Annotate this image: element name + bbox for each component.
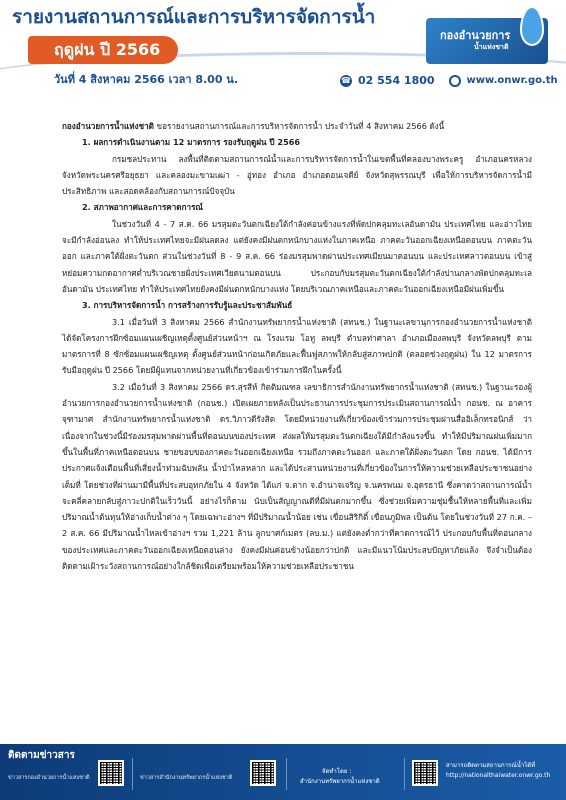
section-3-2-paragraph: 3.2 เมื่อวันที่ 3 สิงหาคม 2566 ดร.สุรสีห์ กิตติมณฑล เลขาธิการสำนักงานทรัพยากรน้ำแห่งชาติ (สทนช.) ในฐานะรองผู้อำนวยการกองอำนวยการน้ำแห่งชาติ (กอนช.) เปิดเผยภายหลังเป็นประธานการประชุมการประเมินสถานการณ์น้ำ กอนช. ณ อาคารจุฑามาศ สำนักงานทรัพยากรน้ำแห่งชาติ ดร.วิภาวดีรังสิต โดยมีหน่วยงานที่เกี่ยวข้องเข้าร่วมการประชุมผ่านสื่ออิเล็กทรอนิกส์ ว่า เนื่องจากในช่วงนี้มีร่องมรสุมพาดผ่านพื้นที่ตอนบนของประเทศ ส่งผลให้มรสุมตะวันตกเฉียงใต้มีกำลังแรงขึ้น ทำให้มีปริมาณฝนเพิ่มมากขึ้นในพื้นที่ภาคเหนือตอนบน ชายขอบของภาคตะวันออกเฉียงเหนือ รวมถึงภาคตะวันออก และภาคใต้ฝั่งตะวันตก โดย กอนช. ได้มีการประกาศแจ้งเตือนพื้นที่เสี่ยงน้ำท่วมฉับพลัน น้ำป่าไหลหลาก และได้ประสานหน่วยงานที่เกี่ยวข้องในการให้ความช่วยเหลือประชาชนอย่างเต็มที่ โดยช่วงที่ผ่านมามีพื้นที่ประสบอุทกภัยใน 4 จังหวัด ได้แก่ จ.ตาก จ.อำนาจเจริญ จ.นครพนม จ.อุดรธานี ซึ่งคาดว่าสถานการณ์น้ำจะคลี่คลายกลับสู่ภาวะปกติในเร็ววันนี้ อย่างไรก็ตาม นับเป็นสัญญาณดีที่มีฝนตกมากขึ้น ซึ่งช่วยเพิ่มความชุ่มชื้นให้หลายพื้นที่และเพิ่มปริมาณน้ำต้นทุนให้อ่างเก็บน้ำต่าง ๆ โดยเฉพาะอ่างฯ ที่มีปริมาณน้ำน้อย เช่น เขื่อนสิริกิติ์ เขื่อนภูมิพล เป็นต้น โดยในช่วงวันที่ 27 ก.ค. – 2 ส.ค. 66 มีปริมาณน้ำไหลเข้าอ่างฯ รวม 1,221 ล้าน ลูกบาศก์เมตร (ลบ.ม.) แต่ยังคงต่ำกว่าที่คาดการณ์ไว้ ประกอบกับพื้นที่ตอนกลางของประเทศและภาคตะวันออกเฉียงเหนือตอนล่าง ยังคงมีฝนค่อนข้างน้อยกว่าปกติ และมีแนวโน้มประสบปัญหาภัยแล้ง จึงจำเป็นต้องติดตามเฝ้าระวังสถานการณ์อย่างใกล้ชิดเพื่อเตรียมพร้อมให้ความช่วยเหลือประชาชน: [62, 381, 532, 572]
footer-divider: [404, 758, 405, 790]
season-label: ฤดูฝน ปี 2566: [54, 39, 161, 59]
qr2-caption: ข่าวสารสำนักงานทรัพยากรน้ำแห่งชาติ: [140, 775, 233, 781]
section-3-1-paragraph: 3.1 เมื่อวันที่ 3 สิงหาคม 2566 สำนักงานทรัพยากรน้ำแห่งชาติ (สทนช.) ในฐานะเลขานุการกองอำนวยการน้ำแห่งชาติ ได้จัดโครงการฝึกซ้อมแผนเผชิญเหตุตั้งศูนย์ส่วนหน้าฯ ณ โรงแรม โอทู ลพบุรี ตำบลท่าศาลา อำเภอเมืองลพบุรี จังหวัดลพบุรี ตามมาตรการที่ 8 ซักซ้อมแผนเผชิญเหตุ ตั้งศูนย์ส่วนหน้าก่อนเกิดภัยและฟื้นฟูสภาพให้กลับสู่สภาพปกติ (ตลอดช่วงฤดูฝน) ใน 12 มาตรการรับมือฤดูฝน ปี 2566 โดยมีผู้แทนจากหน่วยงานที่เกี่ยวข้องเข้าร่วมการฝึกในครั้งนี้: [62, 316, 532, 376]
phone-number[interactable]: 02 554 1800: [358, 74, 435, 87]
report-body: [62, 118, 532, 574]
water-drop-icon: [520, 6, 544, 46]
report-footer: [0, 744, 566, 800]
contact-bar: [340, 74, 558, 87]
more-info-text: สามารถติดตามสถานการณ์น้ำได้ที่: [446, 762, 536, 769]
intro-paragraph: [62, 118, 532, 134]
website-link[interactable]: www.onwr.go.th: [466, 75, 558, 86]
producer-label: จัดทำโดย :: [322, 768, 352, 775]
thaiwater-url[interactable]: http://nationalthaiwater.onwr.go.th: [446, 772, 551, 779]
producer-name: สำนักงานทรัพยากรน้ำแห่งชาติ: [300, 778, 380, 785]
report-header: [0, 0, 566, 90]
qr-code-nwc[interactable]: [98, 760, 124, 786]
onwr-logo: [426, 4, 558, 72]
section-1-paragraph: กรมชลประทาน ลงพื้นที่ติดตามสถานการณ์น้ำและการบริหารจัดการน้ำในเขตพื้นที่คลองบางพระครู อำเภอนครหลวง จังหวัดพระนครศรีอยุธยา และคลองมะขามเฒ่า - อู่ทอง อำเภอ อำเภอดอนเจดีย์ จังหวัดสุพรรณบุรี เพื่อให้การบริหารจัดการน้ำมีประสิทธิภาพ และสอดคล้องกับสถานการณ์ปัจจุบัน: [62, 153, 532, 197]
footer-divider: [286, 758, 287, 790]
follow-heading: ติดตามข่าวสาร: [8, 750, 75, 761]
section-heading-2: 2. สภาพอากาศและการคาดการณ์: [82, 202, 203, 213]
report-title: รายงานสถานการณ์และการบริหารจัดการน้ำ: [12, 6, 376, 28]
section-2-paragraph: ในช่วงวันที่ 4 - 7 ส.ค. 66 มรสุมตะวันตกเฉียงใต้กำลังค่อนข้างแรงที่พัดปกคลุมทะเลอันดามัน ประเทศไทย และอ่าวไทยจะมีกำลังอ่อนลง ทำให้ประเทศไทยจะมีฝนลดลง แต่ยังคงมีฝนตกหนักบางแห่งในภาคเหนือ ภาคตะวันออกเฉียงเหนือตอนบน ภาคตะวันออก และภาคใต้ฝั่งตะวันตก ส่วนในช่วงวันที่ 8 - 9 ส.ค. 66 ร่องมรสุมพาดผ่านประเทศเมียนมาตอนบน และประเทศลาวตอนบน เข้าสู่หย่อมความกดอากาศต่ำบริเวณชายฝั่งประเทศเวียดนามตอนบน ประกอบกับมรสุมตะวันตกเฉียงใต้กำลังปานกลางพัดปกคลุมทะเลอันดามัน ประเทศไทย ทำให้ประเทศไทยยังคงมีฝนตกหนักบางแห่ง โดยบริเวณภาคเหนือและภาคตะวันออกเฉียงเหนือมีฝนเพิ่มขึ้น: [62, 218, 532, 294]
report-date: วันที่ 4 สิงหาคม 2566 เวลา 8.00 น.: [54, 73, 239, 86]
section-heading-3: 3. การบริหารจัดการน้ำ การสร้างการรับรู้และประชาสัมพันธ์: [82, 300, 293, 311]
intro-text: ขอรายงานสถานการณ์และการบริหารจัดการน้ำ ประจำวันที่ 4 สิงหาคม 2566 ดังนี้: [153, 121, 445, 131]
footer-divider: [132, 758, 133, 790]
qr1-caption: ข่าวสารกองอำนวยการน้ำแห่งชาติ: [8, 775, 90, 781]
section-heading-1: 1. ผลการดำเนินงานตาม 12 มาตรการ รองรับฤดูฝน ปี 2566: [82, 137, 301, 148]
phone-icon: ☎: [341, 76, 351, 85]
logo-org-subname: น้ำแห่งชาติ: [474, 43, 509, 51]
season-badge: [28, 36, 178, 64]
globe-icon: [449, 75, 461, 87]
intro-org: กองอำนวยการน้ำแห่งชาติ: [62, 121, 154, 131]
logo-org-name: กองอำนวยการ: [440, 29, 511, 42]
qr-code-thaiwater[interactable]: [412, 760, 438, 786]
qr-code-onwr[interactable]: [250, 760, 276, 786]
